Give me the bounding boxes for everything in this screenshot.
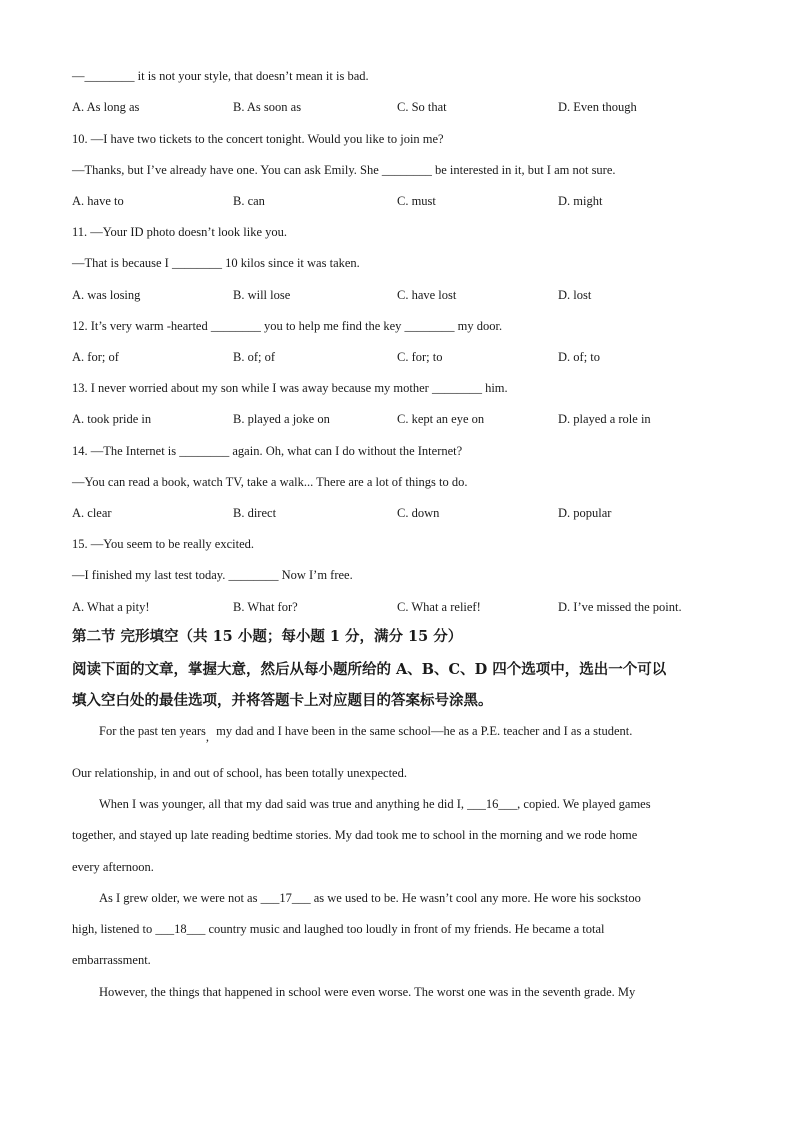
- passage-p1-line2: Our relationship, in and out of school, has been totally unexpected.: [72, 766, 407, 780]
- passage-p4-line1: However, the things that happened in school were even worse. The worst one was in the seventh grade. My: [99, 985, 636, 999]
- option-a[interactable]: A. As long as: [72, 100, 140, 114]
- option-b[interactable]: B. direct: [233, 506, 277, 520]
- option-b[interactable]: B. can: [233, 194, 265, 208]
- option-c[interactable]: C. must: [397, 194, 436, 208]
- q11-question: 11. —Your ID photo doesn’t look like you.: [72, 225, 288, 239]
- option-a[interactable]: A. was losing: [72, 288, 141, 302]
- q14-question: 14. —The Internet is ________ again. Oh, what can I do without the Internet?: [72, 444, 463, 458]
- passage-text: For the past ten years: [99, 724, 206, 738]
- option-a[interactable]: A. What a pity!: [72, 600, 150, 614]
- passage-p2-line1: [99, 796, 721, 812]
- option-c[interactable]: C. for; to: [397, 350, 443, 364]
- q15-options: [72, 599, 732, 615]
- option-b[interactable]: B. of; of: [233, 350, 276, 364]
- option-d[interactable]: D. might: [558, 194, 603, 208]
- option-b[interactable]: B. What for?: [233, 600, 298, 614]
- q9-reply: —________ it is not your style, that doesn’t mean it is bad.: [72, 69, 369, 83]
- q11-options: [72, 287, 732, 303]
- option-d[interactable]: D. played a role in: [558, 412, 651, 426]
- option-c[interactable]: C. What a relief!: [397, 600, 481, 614]
- passage-p3-line1: [99, 890, 721, 906]
- passage-text: high, listened to: [72, 922, 156, 936]
- q14-options: [72, 505, 732, 521]
- option-b[interactable]: B. As soon as: [233, 100, 302, 114]
- option-d[interactable]: D. I’ve missed the point.: [558, 600, 682, 614]
- passage-p3-line2: [72, 921, 720, 937]
- option-a[interactable]: A. for; of: [72, 350, 119, 364]
- q10-question: 10. —I have two tickets to the concert tonight. Would you like to join me?: [72, 132, 444, 146]
- option-c[interactable]: C. kept an eye on: [397, 412, 485, 426]
- option-a[interactable]: A. took pride in: [72, 412, 152, 426]
- option-d[interactable]: D. of; to: [558, 350, 601, 364]
- option-a[interactable]: A. clear: [72, 506, 112, 520]
- q12-options: [72, 349, 732, 365]
- q13-options: [72, 411, 732, 427]
- passage-text: , copied. We played games: [517, 797, 651, 811]
- q15-question: 15. —You seem to be really excited.: [72, 537, 255, 551]
- option-b[interactable]: B. played a joke on: [233, 412, 330, 426]
- passage-p1-line1: [99, 723, 721, 744]
- q10-options: [72, 193, 732, 209]
- passage-p2-line3: every afternoon.: [72, 860, 154, 874]
- passage-text: country music and laughed too loudly in front of my friends. He became a total: [205, 922, 605, 936]
- option-a[interactable]: A. have to: [72, 194, 124, 208]
- option-c[interactable]: C. So that: [397, 100, 447, 114]
- q14-reply: —You can read a book, watch TV, take a walk... There are a lot of things to do.: [72, 475, 468, 489]
- q10-reply: —Thanks, but I’ve already have one. You can ask Emily. She ________ be interested in it, but I am not sure.: [72, 163, 616, 177]
- q15-reply: —I finished my last test today. ________ Now I’m free.: [72, 568, 353, 582]
- q13-question: 13. I never worried about my son while I was away because my mother ________ him.: [72, 381, 508, 395]
- blank-17[interactable]: ___17___: [260, 891, 311, 905]
- option-c[interactable]: C. have lost: [397, 288, 457, 302]
- passage-text: When I was younger, all that my dad said was true and anything he did I,: [99, 797, 468, 811]
- section-instructions-line2: 填入空白处的最佳选项，并将答题卡上对应题目的答案标号涂黑。: [72, 692, 493, 709]
- blank-16[interactable]: ___16___: [467, 797, 518, 811]
- option-b[interactable]: B. will lose: [233, 288, 291, 302]
- passage-p3-line3: embarrassment.: [72, 953, 151, 967]
- blank-18[interactable]: ___18___: [155, 922, 206, 936]
- passage-comma: ,: [205, 730, 210, 744]
- q12-question: 12. It’s very warm -hearted ________ you to help me find the key ________ my door.: [72, 319, 503, 333]
- passage-text: As I grew older, we were not as: [99, 891, 261, 905]
- passage-p2-line2: together, and stayed up late reading bedtime stories. My dad took me to school in the morning and we rode home: [72, 828, 638, 842]
- option-d[interactable]: D. lost: [558, 288, 592, 302]
- option-c[interactable]: C. down: [397, 506, 440, 520]
- passage-text: my dad and I have been in the same school—he as a P.E. teacher and I as a student.: [213, 724, 633, 738]
- q11-reply: —That is because I ________ 10 kilos since it was taken.: [72, 256, 360, 270]
- section-instructions-line1: 阅读下面的文章，掌握大意，然后从每小题所给的 A、B、C、D 四个选项中，选出一个可以: [72, 661, 667, 678]
- option-d[interactable]: D. Even though: [558, 100, 637, 114]
- section-heading: 第二节 完形填空（共 15 小题；每小题 1 分，满分 15 分）: [72, 628, 463, 645]
- passage-text: as we used to be. He wasn’t cool any more. He wore his sockstoo: [310, 891, 641, 905]
- q9-options: [72, 99, 732, 115]
- option-d[interactable]: D. popular: [558, 506, 612, 520]
